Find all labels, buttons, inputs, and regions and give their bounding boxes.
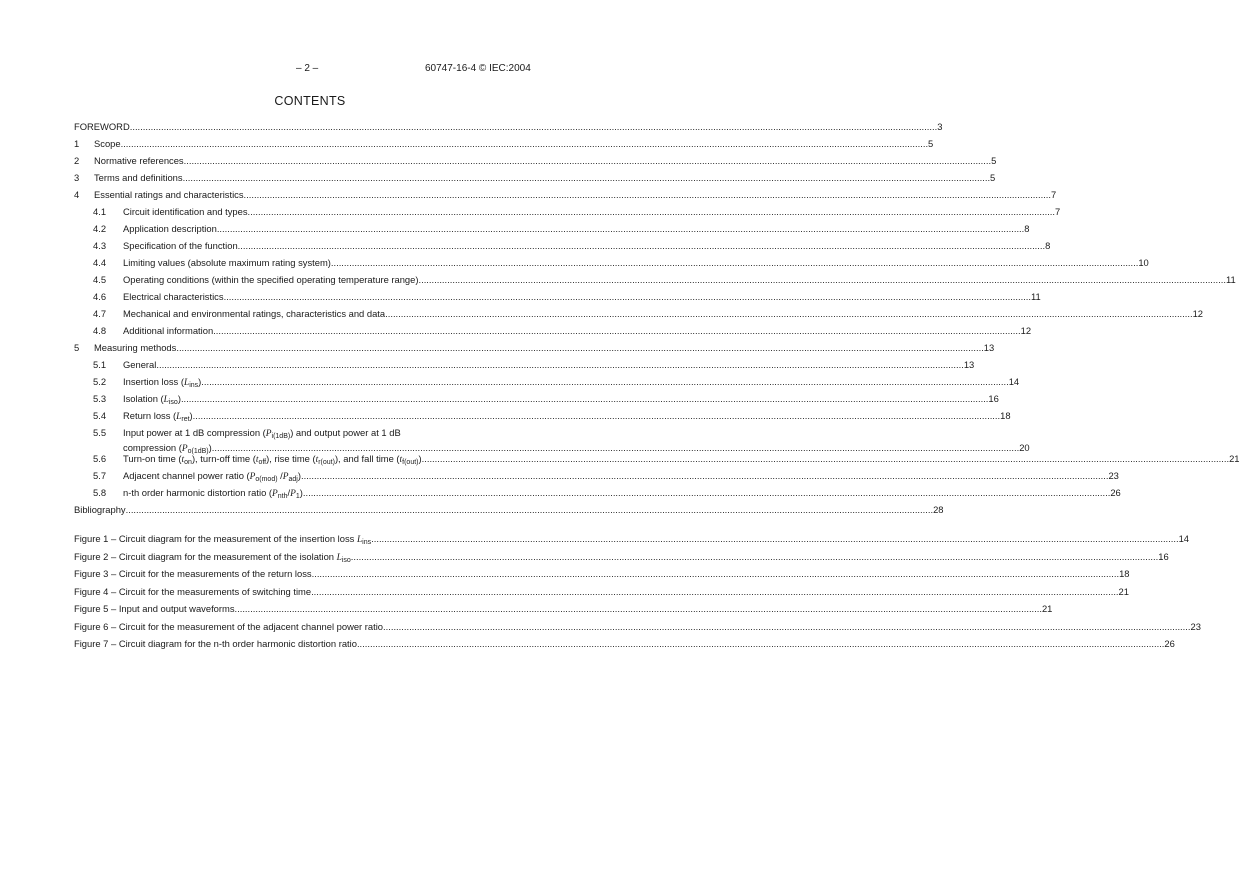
math-subscript: nth — [277, 493, 288, 500]
toc-page-number: 12 — [1020, 325, 1032, 336]
toc-section-number: 5 — [74, 342, 80, 353]
math-symbol: t — [315, 455, 319, 465]
toc-entry-4-1[interactable] — [74, 203, 1061, 220]
math-symbol: P — [290, 489, 296, 499]
toc-page-number: 5 — [928, 138, 934, 149]
dot-leader — [156, 356, 963, 373]
toc-section-number: 4.7 — [93, 308, 107, 319]
figure-entry-3[interactable] — [74, 565, 1130, 583]
document-reference: 60747-16-4 © IEC:2004 — [425, 63, 531, 74]
toc-entry-5-4[interactable] — [74, 407, 1011, 424]
dot-leader — [331, 254, 1138, 271]
math-subscript: r(out) — [318, 459, 335, 466]
math-subscript: iso — [168, 399, 178, 406]
toc-section-number: 5.6 — [93, 453, 107, 464]
title-text-part: ) — [208, 442, 212, 453]
dot-leader — [303, 484, 1110, 501]
toc-entry-title: Bibliography — [74, 504, 126, 515]
figure-page-number: 14 — [1178, 533, 1190, 544]
toc-page-number: 21 — [1229, 453, 1240, 464]
dot-leader — [130, 118, 937, 135]
toc-section-number: 3 — [74, 172, 80, 183]
math-subscript: 1 — [295, 493, 300, 500]
toc-entry-5-5[interactable] — [74, 424, 1030, 455]
dot-leader — [385, 305, 1192, 322]
dot-leader — [238, 237, 1045, 254]
toc-page-number: 16 — [988, 393, 999, 404]
toc-page-number: 7 — [1055, 206, 1061, 217]
toc-section-number: 4.2 — [93, 223, 107, 234]
math-symbol: t — [399, 455, 403, 465]
toc-entry-title: Terms and definitions — [94, 172, 183, 183]
title-text-part: Figure 1 – Circuit diagram for the measurement of the insertion loss — [74, 533, 357, 544]
page-number: – 2 – — [296, 63, 319, 74]
toc-entry-title: Specification of the function — [123, 240, 238, 251]
toc-entry-title: Additional information — [123, 325, 214, 336]
figure-page-number: 16 — [1158, 550, 1169, 562]
toc-page-number: 3 — [937, 121, 943, 132]
toc-section-number: 4.8 — [93, 325, 107, 336]
toc-entry-title: FOREWORD — [74, 121, 130, 132]
figure-entry-title: Figure 5 – Input and output waveforms — [74, 603, 235, 614]
math-subscript: adj — [288, 476, 298, 483]
toc-entry-4-7[interactable] — [74, 305, 1204, 322]
dot-leader — [217, 220, 1024, 237]
math-symbol: P — [249, 472, 256, 482]
toc-entry-3[interactable] — [74, 169, 996, 186]
section-gap — [74, 518, 545, 530]
title-text-part: / — [277, 470, 283, 481]
toc-section-number: 2 — [74, 155, 80, 166]
toc-entry-4-5[interactable] — [74, 271, 1236, 288]
dot-leader — [418, 271, 1225, 288]
toc-page-number: 11 — [1225, 274, 1236, 285]
toc-entry-title: Circuit identification and types — [123, 206, 248, 217]
toc-page-number: 7 — [1051, 189, 1057, 200]
title-text-part: ) — [299, 487, 303, 498]
figure-page-number: 18 — [1119, 568, 1130, 579]
math-symbol: L — [356, 535, 363, 545]
dot-leader — [422, 450, 1229, 467]
title-text-part: ) — [189, 410, 193, 421]
math-symbol: P — [282, 472, 289, 482]
math-symbol: L — [163, 395, 169, 405]
figure-entry-6[interactable] — [74, 618, 1201, 636]
title-text-part: ), and fall time ( — [334, 453, 400, 464]
dot-leader — [235, 600, 1042, 618]
toc-page-number: 13 — [983, 342, 995, 353]
title-text-part: compression ( — [123, 442, 182, 453]
math-subscript: iso — [341, 556, 351, 564]
dot-leader — [224, 288, 1031, 305]
toc-entry-4-2[interactable] — [74, 220, 1030, 237]
toc-page-number: 8 — [1024, 223, 1030, 234]
toc-entry-5-7[interactable] — [74, 467, 1119, 484]
figure-entry-title: Figure 4 – Circuit for the measurements of switching time — [74, 585, 312, 597]
title-text-part: Turn-on time ( — [123, 453, 182, 464]
toc-page-number: 18 — [1000, 410, 1011, 421]
toc-entry-bibliography[interactable] — [74, 501, 944, 518]
figure-page-number: 21 — [1041, 603, 1053, 614]
toc-section-number: 4.6 — [93, 291, 107, 302]
figure-entry-1[interactable] — [74, 530, 1190, 548]
toc-entry-title: Scope — [94, 138, 121, 149]
math-symbol: L — [176, 412, 182, 422]
title-text-part: / — [287, 487, 291, 498]
math-symbol: P — [265, 429, 272, 439]
title-text-part: ), turn-off time ( — [191, 453, 256, 464]
dot-leader — [121, 135, 928, 152]
math-subscript: on — [184, 459, 192, 466]
toc-page-number: 5 — [991, 155, 997, 166]
figure-page-number: 21 — [1118, 585, 1129, 597]
math-symbol: P — [272, 489, 278, 499]
toc-section-number: 5.4 — [93, 410, 107, 421]
math-subscript: o(1dB) — [187, 448, 209, 455]
table-of-contents — [74, 118, 1240, 653]
title-text-part: ) — [198, 376, 202, 387]
title-text-part: Adjacent channel power ratio ( — [123, 470, 250, 481]
toc-section-number: 5.5 — [93, 427, 107, 438]
toc-entry-4-8[interactable] — [74, 322, 1032, 339]
dot-leader — [312, 565, 1119, 583]
dot-leader — [193, 407, 1000, 424]
dot-leader — [176, 339, 983, 356]
figure-page-number: 26 — [1164, 638, 1175, 649]
toc-entry-title: Measuring methods — [94, 342, 177, 353]
toc-page-number: 28 — [933, 504, 944, 515]
toc-page-number: 20 — [1019, 442, 1030, 453]
title-text-part: Input power at 1 dB compression ( — [123, 427, 266, 438]
math-subscript: f(out) — [402, 459, 419, 466]
toc-entry-1[interactable] — [74, 135, 934, 152]
dot-leader — [126, 501, 933, 518]
title-text-part: ) — [297, 470, 301, 481]
math-symbol: t — [255, 455, 259, 465]
toc-entry-5[interactable] — [74, 339, 995, 356]
dot-leader — [248, 203, 1055, 220]
dot-leader — [311, 583, 1118, 601]
dot-leader — [351, 548, 1158, 566]
dot-leader — [184, 152, 991, 169]
toc-page-number: 13 — [963, 359, 975, 370]
toc-entry-foreword[interactable] — [74, 118, 943, 135]
toc-entry-5-3[interactable] — [74, 390, 999, 407]
toc-page-number: 23 — [1108, 470, 1119, 481]
toc-entry-4-4[interactable] — [74, 254, 1149, 271]
dot-leader — [213, 322, 1020, 339]
page-title: CONTENTS — [274, 94, 346, 108]
title-text-part: ) — [177, 393, 181, 404]
math-symbol: t — [181, 455, 185, 465]
title-text-part: Return loss ( — [123, 410, 177, 421]
toc-section-number: 5.3 — [93, 393, 107, 404]
toc-entry-title: Normative references — [94, 155, 184, 166]
toc-entry-5-6[interactable] — [74, 450, 1240, 467]
toc-entry-title — [123, 407, 193, 428]
figure-entry-title: Figure 7 – Circuit diagram for the n-th order harmonic distortion ratio — [74, 638, 357, 649]
figure-entry-5[interactable] — [74, 600, 1053, 618]
toc-entry-2[interactable] — [74, 152, 997, 169]
dot-leader — [357, 635, 1164, 653]
dot-leader — [383, 618, 1190, 636]
toc-page-number: 12 — [1192, 308, 1204, 319]
toc-entry-4-3[interactable] — [74, 237, 1051, 254]
toc-section-number: 4.3 — [93, 240, 107, 251]
dot-leader — [201, 373, 1008, 390]
title-text-part: ), rise time ( — [266, 453, 316, 464]
title-line-1 — [123, 427, 1030, 442]
title-text-part: Isolation ( — [123, 393, 164, 404]
toc-section-number: 4.1 — [93, 206, 107, 217]
toc-section-number: 5.2 — [93, 376, 107, 387]
toc-page-number: 8 — [1045, 240, 1051, 251]
toc-page-number: 26 — [1110, 487, 1121, 498]
toc-entry-5-2[interactable] — [74, 373, 1020, 390]
toc-entry-title: General — [123, 359, 157, 370]
math-symbol: L — [336, 552, 342, 563]
toc-section-number: 1 — [74, 138, 80, 149]
toc-section-number: 5.8 — [93, 487, 107, 498]
math-subscript: ins — [189, 382, 199, 389]
toc-entry-title: Limiting values (absolute maximum rating system) — [123, 257, 331, 268]
dot-leader — [371, 530, 1178, 548]
toc-section-number: 5.1 — [93, 359, 107, 370]
figure-entry-title: Figure 3 – Circuit for the measurements of the return loss — [74, 568, 312, 579]
toc-entry-5-1[interactable] — [74, 356, 975, 373]
math-symbol: L — [183, 378, 190, 388]
title-text-part: ) — [418, 453, 422, 464]
toc-section-number: 4.4 — [93, 257, 107, 268]
math-subscript: o(mod) — [255, 476, 278, 483]
toc-section-number: 4 — [74, 189, 80, 200]
figure-entry-title: Figure 6 – Circuit for the measurement of the adjacent channel power ratio — [74, 620, 384, 632]
dot-leader — [301, 467, 1108, 484]
title-text-part: Figure 2 – Circuit diagram for the measurement of the isolation — [74, 550, 337, 562]
toc-page-number: 11 — [1031, 291, 1041, 302]
toc-section-number: 5.7 — [93, 470, 107, 481]
math-subscript: off — [258, 459, 267, 466]
toc-entry-title: Electrical characteristics — [123, 291, 224, 302]
toc-page-number: 14 — [1008, 376, 1020, 387]
math-symbol: P — [181, 444, 188, 454]
toc-entry-title: Essential ratings and characteristics — [94, 189, 244, 200]
toc-entry-4[interactable] — [74, 186, 1057, 203]
toc-entry-5-8[interactable] — [74, 484, 1121, 501]
figure-entry-4[interactable] — [74, 583, 1129, 601]
math-subscript: i(1dB) — [271, 433, 291, 440]
figure-entry-2[interactable] — [74, 548, 1169, 566]
dot-leader — [183, 169, 990, 186]
math-subscript: ins — [362, 539, 372, 546]
figure-entry-7[interactable] — [74, 635, 1175, 653]
title-text-part: ) and output power at 1 dB — [290, 427, 401, 438]
toc-page-number: 5 — [990, 172, 996, 183]
title-text-part: Insertion loss ( — [123, 376, 184, 387]
figure-page-number: 23 — [1190, 620, 1201, 632]
title-text-part: n-th order harmonic distortion ratio ( — [123, 487, 273, 498]
math-subscript: ret — [181, 416, 190, 423]
toc-section-number: 4.5 — [93, 274, 107, 285]
toc-entry-title: Application description — [123, 223, 217, 234]
toc-entry-title: Operating conditions (within the specified operating temperature range) — [123, 274, 419, 285]
toc-entry-title: Mechanical and environmental ratings, characteristics and data — [123, 308, 386, 319]
dot-leader — [244, 186, 1051, 203]
toc-page-number: 10 — [1138, 257, 1149, 268]
toc-entry-4-6[interactable] — [74, 288, 1041, 305]
dot-leader — [181, 390, 988, 407]
